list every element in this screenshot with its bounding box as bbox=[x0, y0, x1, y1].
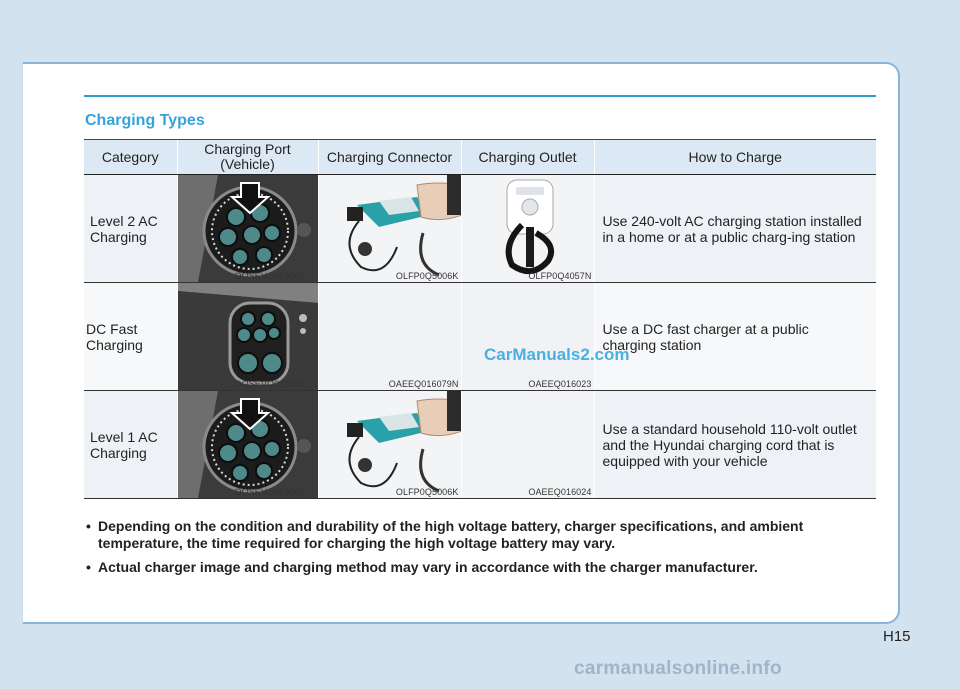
image-code: OAEEQ016024 bbox=[528, 487, 592, 497]
outlet-image-cell bbox=[461, 175, 594, 283]
connector-image-cell bbox=[318, 283, 461, 391]
header-how-to-charge: How to Charge bbox=[594, 140, 876, 175]
port-image-cell bbox=[177, 391, 318, 499]
charging-connector-image bbox=[319, 175, 461, 282]
how-to-charge-cell bbox=[594, 175, 876, 283]
image-code: OOSEVQ018066 bbox=[234, 271, 305, 281]
note-text: Depending on the condition and durability of the high voltage battery, charger specifications, and ambient temperature, the time required for charging the high voltage battery may vary. bbox=[98, 518, 804, 551]
how-to-charge-cell bbox=[594, 283, 876, 391]
charging-port-image bbox=[178, 391, 318, 498]
table-row bbox=[84, 283, 876, 391]
bullet-icon: • bbox=[86, 559, 91, 575]
table-row bbox=[84, 391, 876, 499]
charging-outlet-image bbox=[462, 391, 594, 498]
port-image-cell bbox=[177, 283, 318, 391]
charging-connector-image bbox=[319, 391, 461, 498]
image-code: OAEEQ016079N bbox=[388, 379, 459, 389]
charging-port-image bbox=[178, 175, 318, 282]
note-item bbox=[86, 559, 878, 576]
bullet-icon: • bbox=[86, 518, 91, 534]
charging-outlet-image bbox=[462, 175, 594, 282]
connector-image-cell bbox=[318, 391, 461, 499]
outlet-image-cell bbox=[461, 391, 594, 499]
image-code: OLFP0Q4057N bbox=[528, 271, 592, 281]
panel-left-edge bbox=[22, 62, 23, 624]
how-to-charge-text: Use a standard household 110-volt outlet and the Hyundai charging cord that is equipped with your vehicle bbox=[602, 420, 857, 469]
outlet-image-cell bbox=[461, 283, 594, 391]
image-code: OAEEQ016023 bbox=[528, 379, 592, 389]
page-number: H15 bbox=[883, 628, 911, 645]
table-header-row bbox=[84, 140, 876, 175]
category-label: Level 1 AC Charging bbox=[90, 428, 158, 461]
image-code: OOSEVQ018004 bbox=[234, 379, 305, 389]
header-charging-port bbox=[177, 140, 318, 175]
charging-connector-image bbox=[319, 283, 461, 390]
category-cell bbox=[84, 391, 177, 499]
charging-types-table bbox=[84, 139, 876, 499]
header-category: Category bbox=[84, 140, 177, 175]
section-title: Charging Types bbox=[85, 112, 205, 129]
category-cell bbox=[84, 283, 177, 391]
watermark-text: CarManuals2.com bbox=[484, 345, 630, 364]
connector-image-cell bbox=[318, 175, 461, 283]
port-image-cell bbox=[177, 175, 318, 283]
header-charging-outlet: Charging Outlet bbox=[461, 140, 594, 175]
image-code: OOSEVQ018066 bbox=[234, 487, 305, 497]
note-text: Actual charger image and charging method may vary in accordance with the charger manufacturer. bbox=[98, 559, 758, 575]
table-row bbox=[84, 175, 876, 283]
image-code: OLFP0Q5006K bbox=[395, 487, 459, 497]
note-item bbox=[86, 518, 878, 552]
category-label: DC Fast Charging bbox=[86, 320, 143, 353]
how-to-charge-text: Use 240-volt AC charging station installed in a home or at a public charg-ing station bbox=[602, 212, 862, 245]
how-to-charge-cell bbox=[594, 391, 876, 499]
category-cell bbox=[84, 175, 177, 283]
how-to-charge-text: Use a DC fast charger at a public charging station bbox=[602, 320, 809, 353]
footer-watermark: carmanualsonline.info bbox=[574, 658, 782, 679]
notes-list bbox=[86, 518, 878, 583]
category-label: Level 2 AC Charging bbox=[90, 212, 158, 245]
charging-outlet-image bbox=[462, 283, 594, 390]
header-port-text: Charging Port (Vehicle) bbox=[204, 141, 291, 172]
image-code: OLFP0Q5006K bbox=[395, 271, 459, 281]
charging-port-image bbox=[178, 283, 318, 390]
section-rule bbox=[84, 95, 876, 97]
header-charging-connector: Charging Connector bbox=[318, 140, 461, 175]
